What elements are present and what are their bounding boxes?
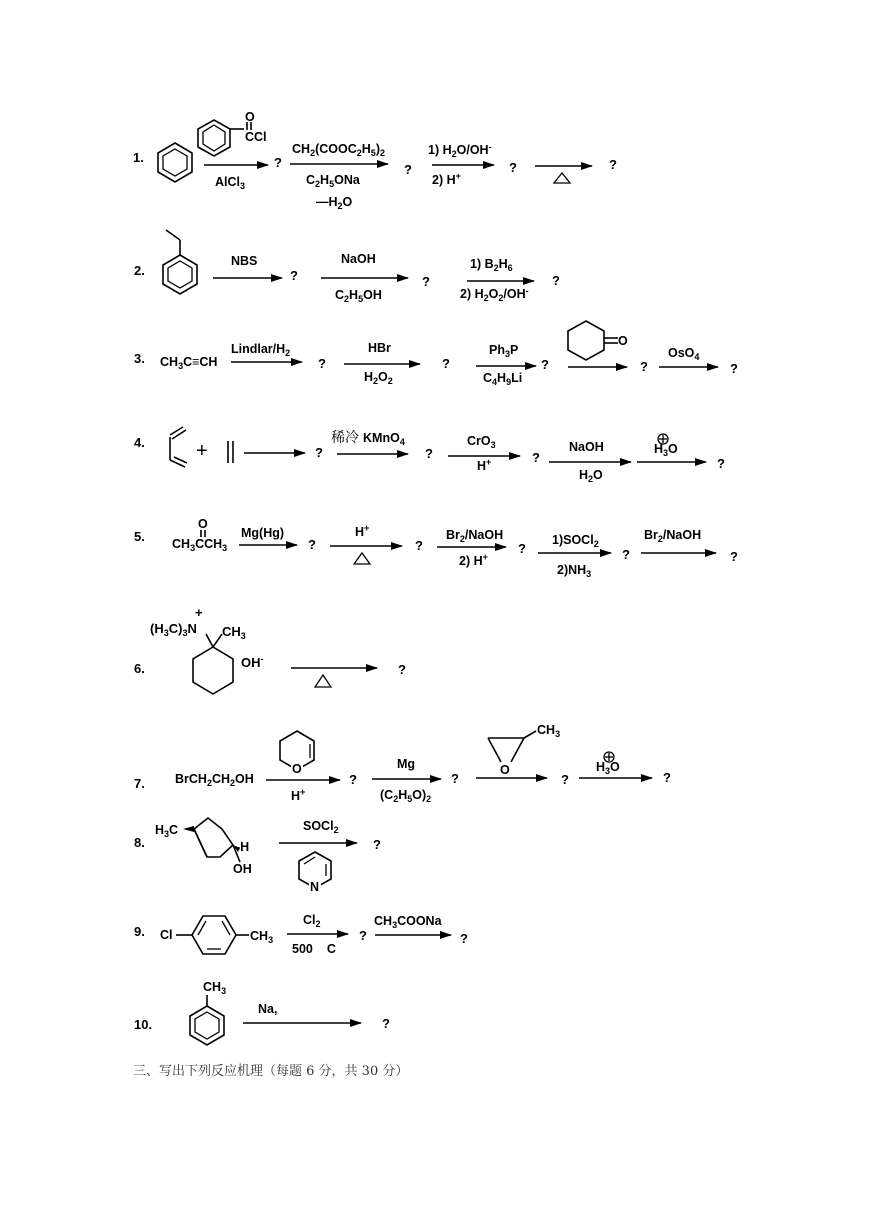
acetone [172,517,227,553]
reagent-cold-dilute-kmno4: 稀冷 KMnO4 [331,430,405,447]
unknown-product: ? [541,357,549,372]
ethylene [228,441,233,463]
heat-triangle-icon [315,675,331,687]
reagent-ethanol: $C_2H_5OH$ [335,288,382,304]
carbonyl-oxygen: O [618,334,628,348]
reaction-10 [134,980,390,1045]
heat-triangle-icon [354,553,370,564]
reagent-br2-naoh: $Br_2$/NaOH [644,528,702,544]
dihydropyran [280,731,314,776]
p-chlorotoluene-ring [192,916,236,954]
unknown-product: ? [518,541,526,556]
reaction-number: 10. [134,1017,153,1032]
reagent-temperature: 500 C [292,942,336,956]
reaction-number: 2. [134,263,145,278]
reagent-acid: H+ [477,457,492,473]
unknown-product: ? [415,538,423,553]
reagent-h2o2: $H_2O_2$ [364,370,393,386]
reagent-sodium-acetate: $CH_3COONa$ [374,914,442,930]
reagent-chlorine: $Cl_2$ [303,913,321,929]
reagent-br2-naoh: $Br_2$/NaOH [446,528,504,544]
reagent-sodium-ethoxide: $C_2H_5ONa$ [306,173,360,189]
benzene-ring [158,143,192,182]
reagent-socl2: SOCl$_2$ [303,819,339,835]
hydronium-label [596,752,620,776]
methyl-label: $CH_3$ [250,929,274,945]
reaction-number: 9. [134,924,145,939]
butadiene [170,427,187,467]
acyl-oxygen: O [245,110,255,124]
propylene-oxide [488,723,560,777]
pyridine [299,852,331,894]
reaction-number: 5. [134,529,145,544]
reagent-socl2: 1)SOCl$_2$ [552,533,599,549]
svg-text:H3O: $H_3O$ [654,442,678,458]
unknown-product: ? [382,1016,390,1031]
reagent-naoh: NaOH [569,440,604,454]
reaction-number: 3. [134,351,145,366]
unknown-product: ? [274,155,282,170]
hydroxide-counterion: OH- [241,654,264,670]
reagent-ammonia: $2)NH_3$ [557,563,592,579]
unknown-product: ? [422,274,430,289]
unknown-product: ? [730,549,738,564]
unknown-product: ? [460,931,468,946]
ring-oxygen: O [292,762,302,776]
reagent-peroxide: 2) $H_2O_2/OH^-$ [460,286,529,303]
chloro-label: Cl [160,928,173,942]
svg-text:(H3C)3N: $(H_3C)_3N$ [150,621,197,638]
reaction-number: 6. [134,661,145,676]
reagent-acid-workup: 2) H+ [459,552,488,568]
unknown-product: ? [552,273,560,288]
reagent-hbr: HBr [368,341,391,355]
svg-text:CH3CCH3: $CH_3CCH_3$ [172,537,228,553]
reagent-acid: H+ [291,787,306,803]
reagent-diethyl-malonate: $CH_2(COOC_2H_5)_2$ [292,142,385,158]
unknown-product: ? [640,359,648,374]
reaction-1 [133,110,617,211]
reaction-6 [134,605,406,694]
unknown-product: ? [318,356,326,371]
svg-text:CH3: $CH_3$ [222,624,246,641]
svg-text:H3O: $H_3O$ [596,760,620,776]
toluene [190,980,226,1045]
reagent-lindlar: Lindlar/$H_2$ [231,342,291,358]
unknown-product: ? [349,772,357,787]
reagent-sodium: Na, [258,1002,278,1016]
reaction-8 [134,818,381,894]
svg-text:H3C: $H_3C$ [155,823,179,839]
svg-text:CH3: $CH_3$ [203,980,227,996]
propyne-formula: $CH_3C\equiv CH$ [160,355,218,371]
reagent-triphenylphosphine: $Ph_3P$ [489,343,519,359]
carbonyl-oxygen: O [198,517,208,531]
unknown-product: ? [308,537,316,552]
plus-charge: + [195,605,203,620]
reagent-diborane: 1) $B_2H_6$ [470,257,513,273]
reagent-alcl3: AlCl$_3$ [215,175,246,191]
bromoethanol-formula: $BrCH_2CH_2OH$ [175,772,254,788]
reagent-butyllithium: $C_4H_9Li$ [483,371,523,387]
reaction-9 [134,913,468,956]
unknown-product: ? [717,456,725,471]
unknown-product: ? [404,162,412,177]
unknown-product: ? [290,268,298,283]
reaction-5 [134,517,738,579]
reagent-ether: $(C_2H_5O)_2$ [380,788,432,804]
reagent-minus-water: $—H_2O$ [316,195,353,211]
reagent-oso4: OsO$_4$ [668,346,700,362]
unknown-product: ? [509,160,517,175]
reaction-number: 1. [133,150,144,165]
hydroxyl-label: OH [233,862,252,876]
section-heading: 三、写出下列反应机理（每题 6 分，共 30 分） [133,1064,409,1079]
reagent-cro3: CrO$_3$ [467,434,496,450]
reagent-water: $H_2O$ [579,468,603,484]
unknown-product: ? [561,772,569,787]
hydrogen-label: -H [236,840,250,854]
reaction-2 [134,230,560,304]
unknown-product: ? [425,446,433,461]
reaction-number: 8. [134,835,145,850]
hydronium-label [654,434,678,458]
unknown-product: ? [663,770,671,785]
quaternary-ammonium-cyclohexane [150,605,264,694]
reaction-number: 4. [134,435,145,450]
unknown-product: ? [315,445,323,460]
unknown-product: ? [622,547,630,562]
reagent-naoh: NaOH [341,252,376,266]
benzoyl-chloride [198,110,267,156]
reaction-4 [134,427,725,484]
unknown-product: ? [451,771,459,786]
reaction-number: 7. [134,776,145,791]
unknown-product: ? [730,361,738,376]
epoxide-oxygen: O [500,763,510,777]
unknown-product: ? [373,837,381,852]
reagent-magnesium: Mg [397,757,416,771]
methylcyclohexanol-chair [155,818,252,876]
unknown-product: ? [532,450,540,465]
svg-text:CH3: $CH_3$ [537,723,561,739]
reagent-nbs: NBS [231,254,258,268]
unknown-product: ? [609,157,617,172]
heat-triangle-icon [554,173,570,183]
reaction-7 [134,723,671,804]
unknown-product: ? [359,928,367,943]
reagent-hydrolysis: 1) $H_2O/OH^-$ [428,142,492,159]
cyclohexanone [568,321,628,360]
pyridine-nitrogen: N [310,880,320,894]
reaction-3 [134,321,738,387]
reagent-acid: 2) H+ [432,171,461,187]
ethylbenzene [163,230,197,294]
acyl-ccl-label: CCl [245,130,267,144]
reagent-acid: H+ [355,523,370,539]
reagent-mg-hg: Mg(Hg) [241,526,285,540]
unknown-product: ? [442,356,450,371]
plus-sign: + [196,440,208,462]
unknown-product: ? [398,662,406,677]
